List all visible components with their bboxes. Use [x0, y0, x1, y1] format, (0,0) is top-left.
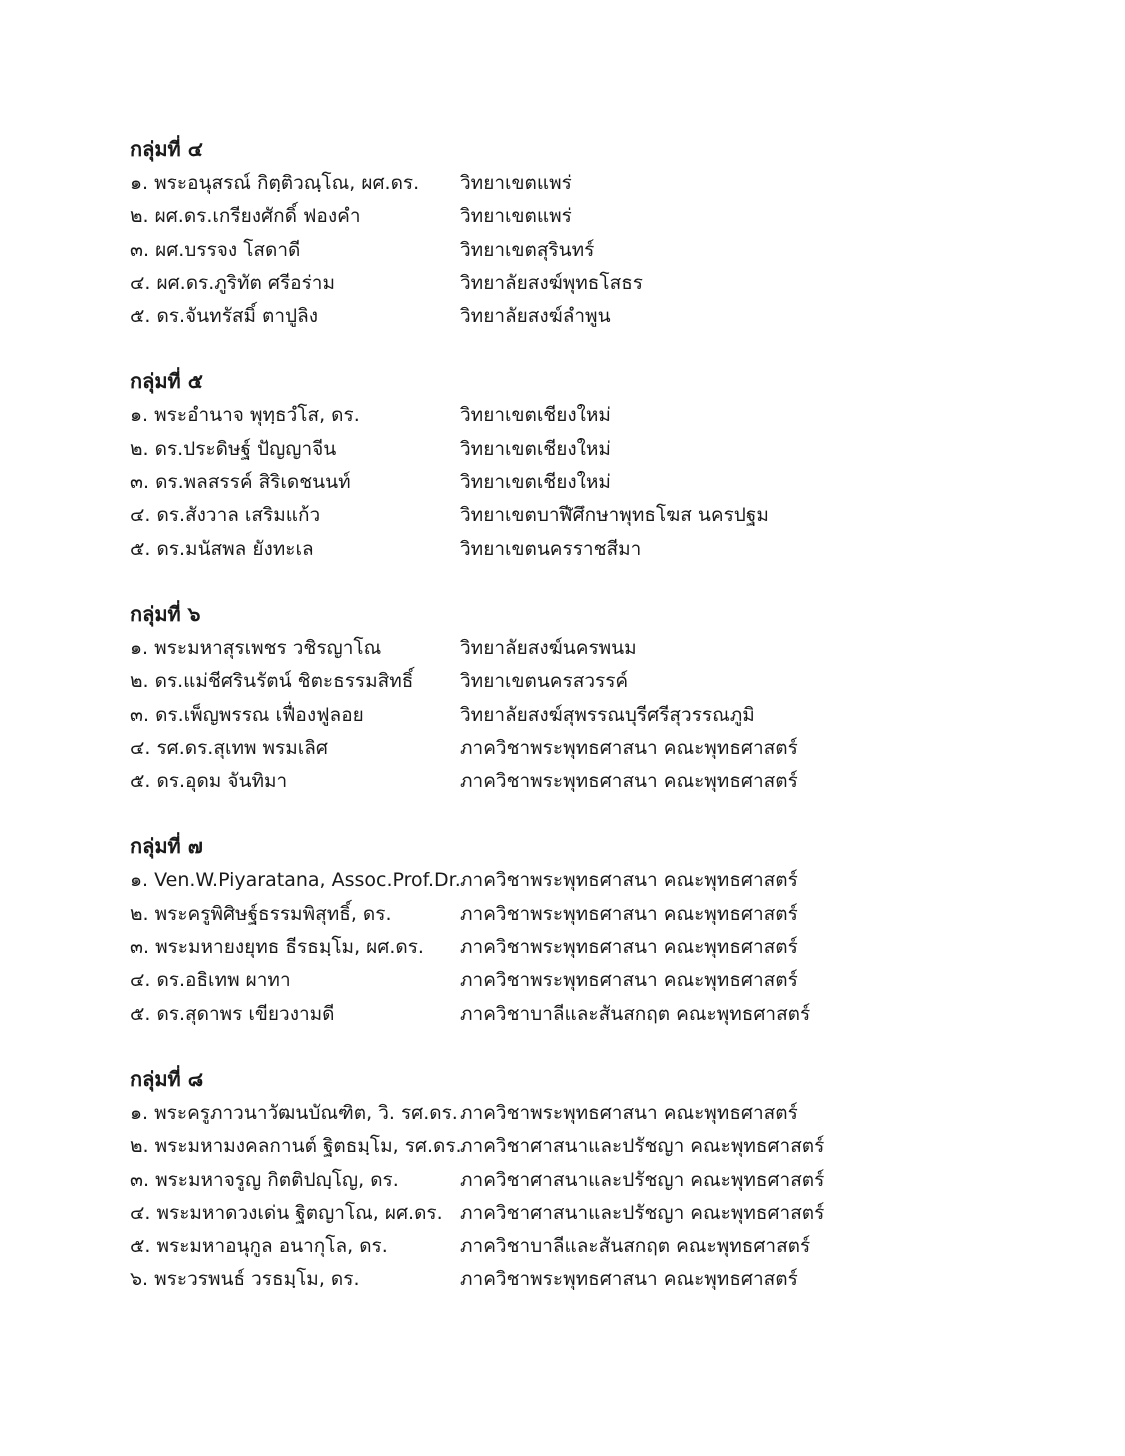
member-name: ๑. Ven.W.Piyaratana, Assoc.Prof.Dr.	[130, 869, 461, 892]
group-heading: กลุ่มที่ ๖	[130, 601, 201, 626]
member-row	[130, 234, 1030, 267]
member-row	[130, 699, 1030, 732]
committee-group	[130, 364, 1030, 565]
member-row	[130, 998, 1030, 1031]
member-affiliation: วิทยาลัยสงฆ์ลำพูน	[460, 305, 611, 328]
member-row	[130, 1197, 1030, 1230]
member-row	[130, 864, 1030, 897]
member-row	[130, 1130, 1030, 1163]
member-row	[130, 300, 1030, 333]
member-affiliation: วิทยาเขตนครสวรรค์	[460, 670, 629, 693]
member-affiliation: วิทยาเขตเชียงใหม่	[460, 437, 611, 460]
member-name: ๓. พระมหาจรูญ กิตติปญฺโญ, ดร.	[130, 1168, 399, 1191]
member-row	[130, 931, 1030, 964]
member-affiliation: ภาควิชาศาสนาและปรัชญา คณะพุทธศาสตร์	[460, 1201, 825, 1224]
member-affiliation: วิทยาเขตแพร่	[460, 172, 572, 194]
member-row	[130, 1164, 1030, 1197]
member-row	[130, 466, 1030, 499]
member-affiliation: วิทยาเขตนครราชสีมา	[460, 537, 642, 560]
member-name: ๒. ดร.แม่ชีศรินรัตน์ ชิตะธรรมสิทธิ์	[130, 670, 414, 693]
member-affiliation: ภาควิชาพระพุทธศาสนา คณะพุทธศาสตร์	[460, 736, 798, 759]
member-row	[130, 732, 1030, 765]
member-row	[130, 433, 1030, 466]
member-name: ๓. ดร.พลสรรค์ สิริเดชนนท์	[130, 471, 351, 494]
member-row	[130, 399, 1030, 432]
member-affiliation: วิทยาเขตเชียงใหม่	[460, 471, 611, 494]
member-row	[130, 267, 1030, 300]
member-name: ๒. ดร.ประดิษฐ์ ปัญญาจีน	[130, 437, 337, 460]
member-affiliation: ภาควิชาพระพุทธศาสนา คณะพุทธศาสตร์	[460, 1101, 798, 1124]
member-name: ๒. พระมหามงคลกานต์ ฐิตธมฺโม, รศ.ดร.	[130, 1135, 462, 1158]
member-row	[130, 1097, 1030, 1130]
member-affiliation: ภาควิชาพระพุทธศาสนา คณะพุทธศาสตร์	[460, 969, 798, 992]
member-name: ๓. ดร.เพ็ญพรรณ เฟื่องฟูลอย	[130, 703, 364, 726]
member-row	[130, 533, 1030, 566]
group-heading: กลุ่มที่ ๗	[130, 834, 203, 859]
member-affiliation: ภาควิชาศาสนาและปรัชญา คณะพุทธศาสตร์	[460, 1168, 825, 1191]
member-affiliation: ภาควิชาพระพุทธศาสนา คณะพุทธศาสตร์	[460, 770, 798, 793]
member-affiliation: วิทยาลัยสงฆ์นครพนม	[460, 636, 637, 659]
member-name: ๒. พระครูพิศิษฐ์ธรรมพิสุทธิ์, ดร.	[130, 902, 392, 925]
member-affiliation: ภาควิชาศาสนาและปรัชญา คณะพุทธศาสตร์	[460, 1135, 825, 1158]
member-affiliation: วิทยาลัยสงฆ์พุทธโสธร	[460, 271, 643, 294]
committee-group	[130, 597, 1030, 798]
member-name: ๑. พระอนุสรณ์ กิตฺติวณฺโณ, ผศ.ดร.	[130, 172, 420, 194]
member-name: ๕. ดร.อุดม จันทิมา	[130, 770, 288, 793]
member-affiliation: วิทยาเขตบาฬีศึกษาพุทธโฆส นครปฐม	[460, 504, 769, 527]
member-affiliation: ภาควิชาพระพุทธศาสนา คณะพุทธศาสตร์	[460, 936, 798, 959]
committee-group	[130, 829, 1030, 1030]
member-row	[130, 1230, 1030, 1263]
member-affiliation: วิทยาเขตแพร่	[460, 205, 572, 228]
member-name: ๔. รศ.ดร.สุเทพ พรมเลิศ	[130, 736, 328, 759]
member-row	[130, 200, 1030, 233]
member-name: ๒. ผศ.ดร.เกรียงศักดิ์ ฟองคำ	[130, 205, 361, 228]
member-affiliation: ภาควิชาบาลีและสันสกฤต คณะพุทธศาสตร์	[460, 1002, 811, 1025]
member-affiliation: วิทยาลัยสงฆ์สุพรรณบุรีศรีสุวรรณภูมิ	[460, 703, 755, 726]
member-name: ๑. พระครูภาวนาวัฒนบัณฑิต, วิ. รศ.ดร.	[130, 1101, 458, 1124]
member-affiliation: ภาควิชาบาลีและสันสกฤต คณะพุทธศาสตร์	[460, 1235, 811, 1258]
member-name: ๔. ดร.สังวาล เสริมแก้ว	[130, 504, 321, 527]
member-affiliation: ภาควิชาพระพุทธศาสนา คณะพุทธศาสตร์	[460, 869, 798, 892]
member-row	[130, 898, 1030, 931]
member-row	[130, 964, 1030, 997]
member-row	[130, 167, 1030, 200]
member-affiliation: ภาควิชาพระพุทธศาสนา คณะพุทธศาสตร์	[460, 902, 798, 925]
member-affiliation: วิทยาเขตสุรินทร์	[460, 238, 595, 261]
member-name: ๔. ดร.อธิเทพ ผาทา	[130, 969, 291, 992]
member-row	[130, 665, 1030, 698]
member-name: ๕. พระมหาอนุกูล อนากุโล, ดร.	[130, 1235, 388, 1258]
member-row	[130, 1263, 1030, 1296]
member-name: ๓. ผศ.บรรจง โสดาดี	[130, 238, 301, 261]
document-body	[130, 132, 1030, 1328]
member-affiliation: วิทยาเขตเชียงใหม่	[460, 404, 611, 427]
member-name: ๕. ดร.จันทรัสมิ์ ตาปูลิง	[130, 305, 319, 328]
member-row	[130, 499, 1030, 532]
member-name: ๕. ดร.สุดาพร เขียวงามดี	[130, 1002, 335, 1025]
member-name: ๑. พระมหาสุรเพชร วชิรญาโณ	[130, 636, 382, 659]
group-heading: กลุ่มที่ ๘	[130, 1066, 204, 1091]
committee-group	[130, 1062, 1030, 1297]
member-name: ๓. พระมหายงยุทธ ธีรธมฺโม, ผศ.ดร.	[130, 936, 424, 959]
member-name: ๔. ผศ.ดร.ภูริทัต ศรีอร่าม	[130, 271, 335, 294]
member-row	[130, 765, 1030, 798]
committee-group	[130, 132, 1030, 333]
member-row	[130, 632, 1030, 665]
group-heading: กลุ่มที่ ๕	[130, 369, 203, 394]
member-name: ๑. พระอำนาจ พุทฺธวํโส, ดร.	[130, 404, 360, 427]
member-name: ๖. พระวรพนธ์ วรธมฺโม, ดร.	[130, 1268, 360, 1291]
member-affiliation: ภาควิชาพระพุทธศาสนา คณะพุทธศาสตร์	[460, 1268, 798, 1291]
group-heading: กลุ่มที่ ๔	[130, 137, 203, 161]
member-name: ๕. ดร.มนัสพล ยังทะเล	[130, 537, 314, 560]
member-name: ๔. พระมหาดวงเด่น ฐิตญาโณ, ผศ.ดร.	[130, 1201, 443, 1224]
